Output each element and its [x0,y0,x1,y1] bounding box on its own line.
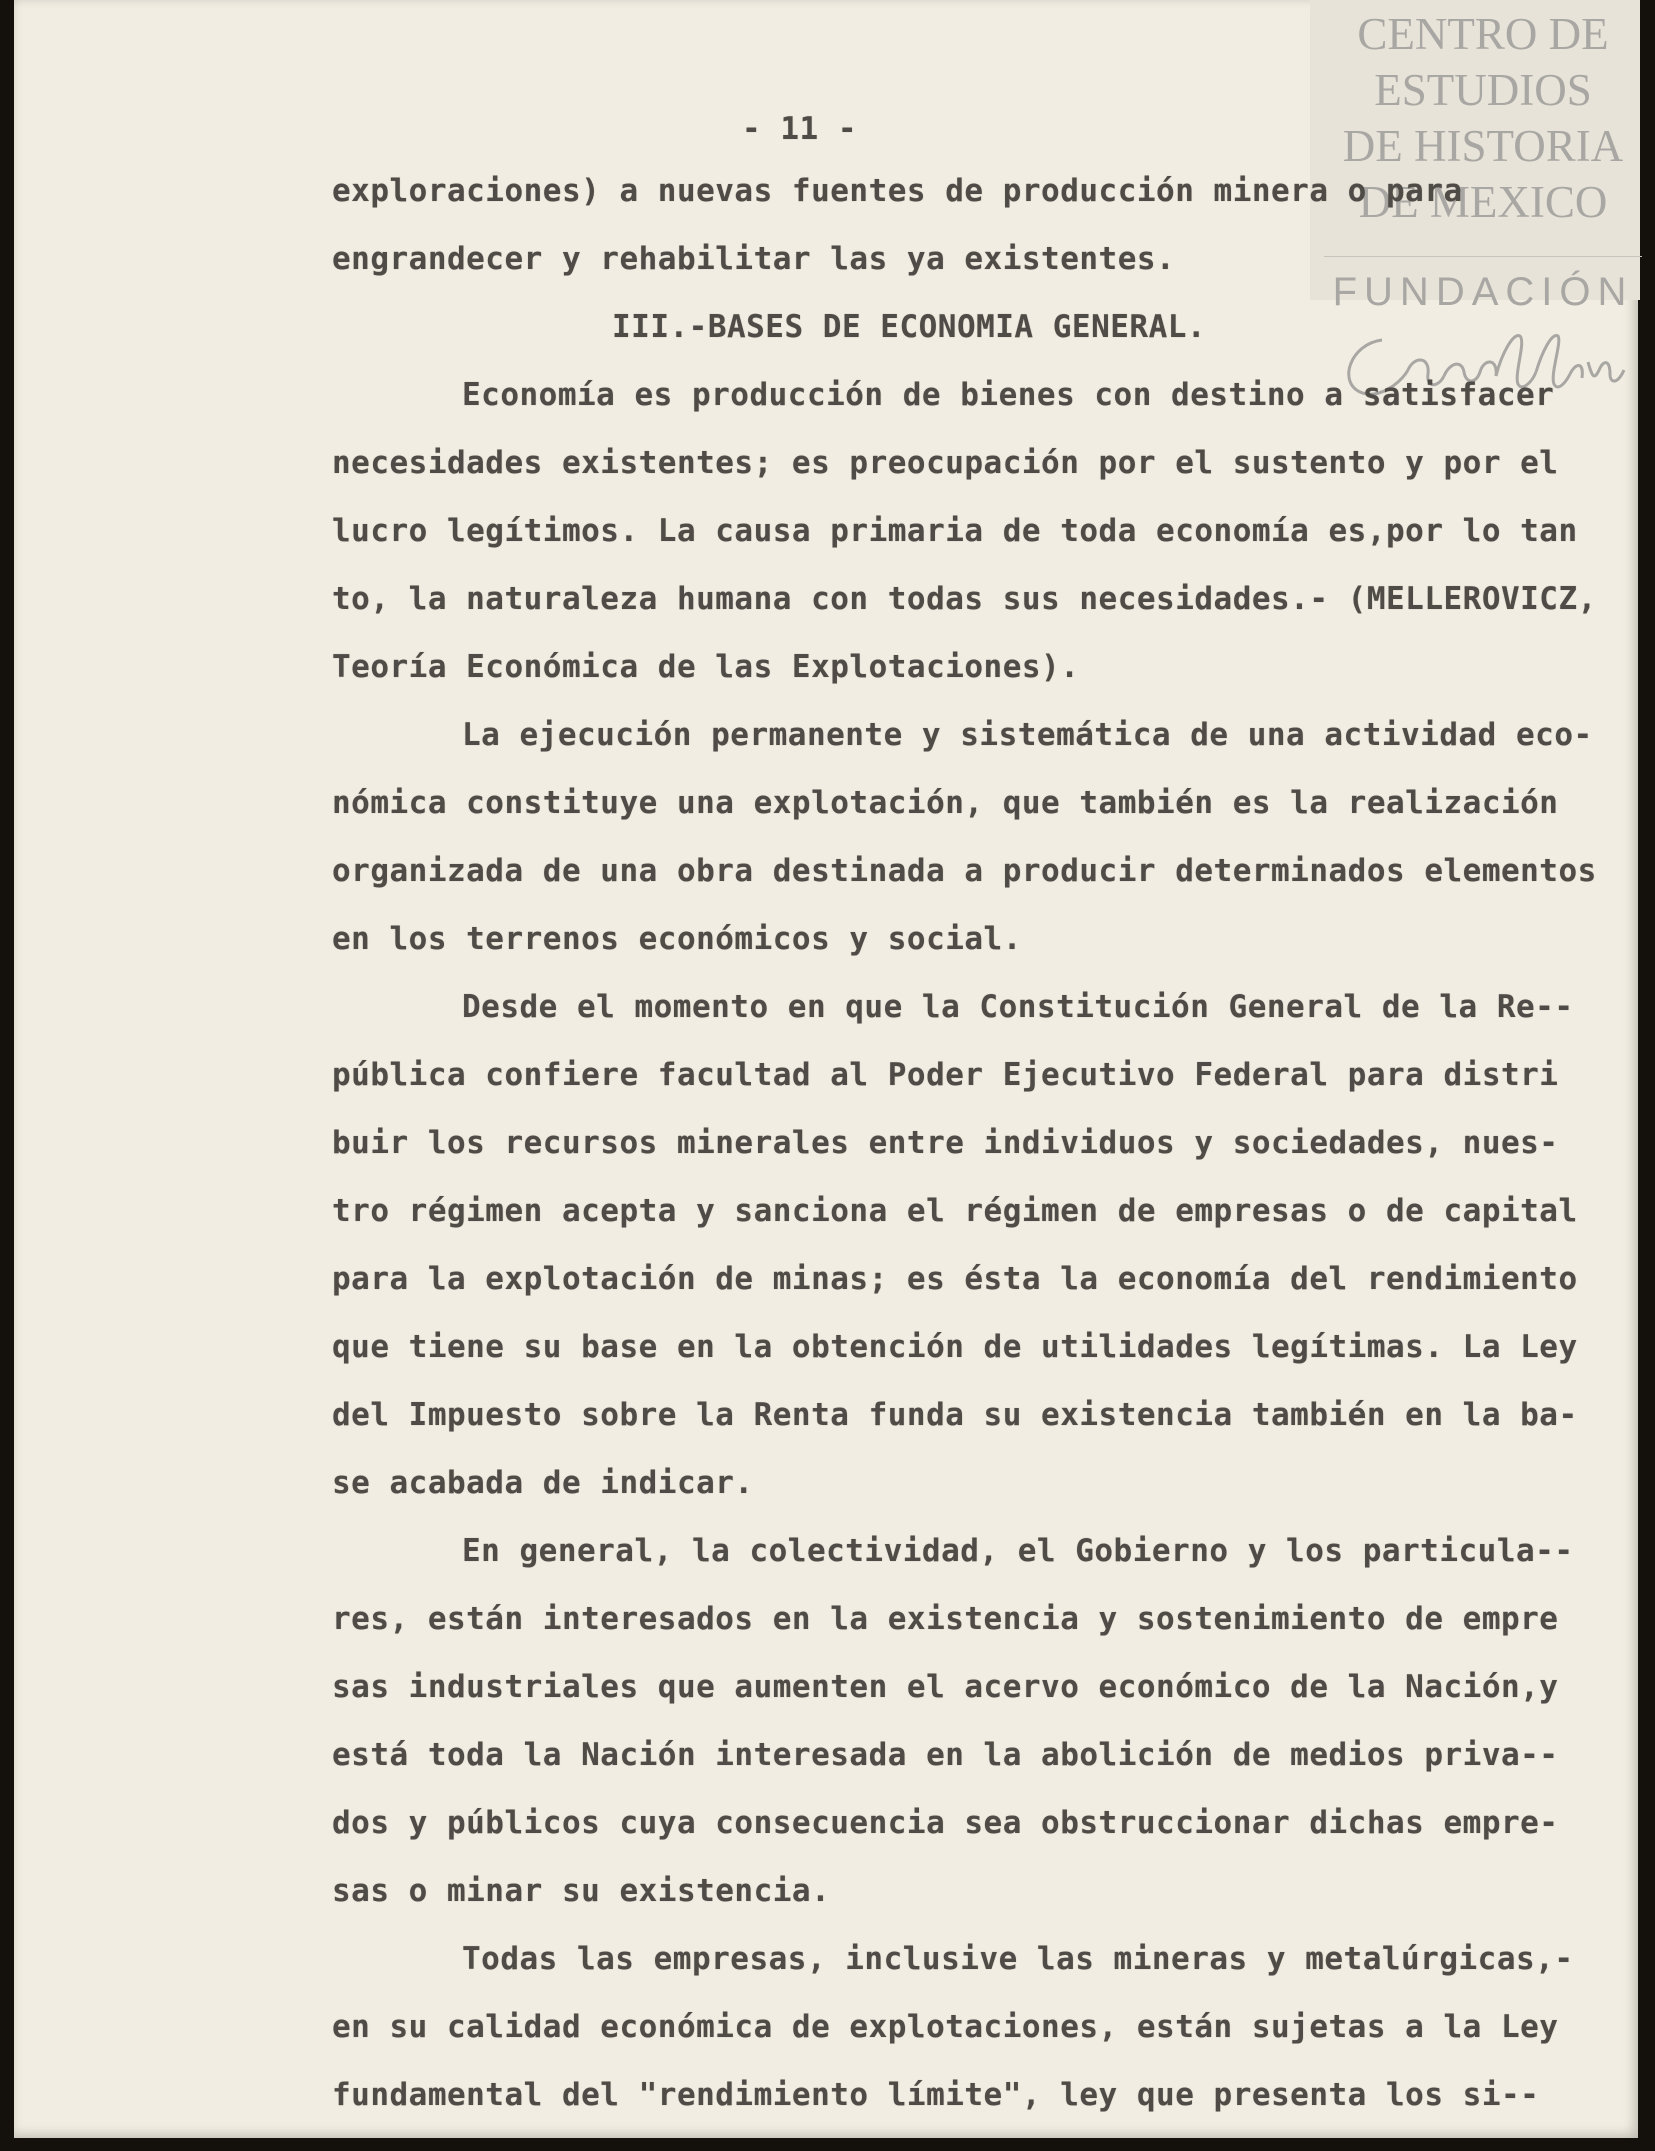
page-number: - 11 - [742,111,857,147]
watermark-line: ESTUDIOS [1374,65,1592,115]
text-line: exploraciones) a nuevas fuentes de producción minera o para [332,173,1463,209]
text-line: en los terrenos económicos y social. [332,921,1022,957]
text-line: se acabada de indicar. [332,1465,754,1501]
text-line: buir los recursos minerales entre individuos y sociedades, nues- [332,1125,1559,1161]
text-line: sas o minar su existencia. [332,1873,831,1909]
text-line: nómica constituye una explotación, que también es la realización [332,785,1559,821]
watermark-line: DE HISTORIA [1342,121,1624,171]
text-line: necesidades existentes; es preocupación por el sustento y por el [332,445,1559,481]
text-line: del Impuesto sobre la Renta funda su existencia también en la ba- [332,1397,1578,1433]
text-line: Teoría Económica de las Explotaciones). [332,649,1080,685]
text-line: engrandecer y rehabilitar las ya existentes. [332,241,1176,277]
text-line: res, están interesados en la existencia y sostenimiento de empre [332,1601,1559,1637]
text-line: to, la naturaleza humana con todas sus necesidades.- (MELLEROVICZ, [332,581,1597,617]
text-line: está toda la Nación interesada en la abolición de medios priva-- [332,1737,1559,1773]
text-line: sas industriales que aumenten el acervo económico de la Nación,y [332,1669,1559,1705]
watermark-line: CENTRO DE [1357,9,1609,59]
text-line: que tiene su base en la obtención de utilidades legítimas. La Ley [332,1329,1578,1365]
document-body [332,95,1642,2129]
text-line: Todas las empresas, inclusive las mineras y metalúrgicas,- [462,1941,1574,1977]
text-line: pública confiere facultad al Poder Ejecutivo Federal para distri [332,1057,1559,1093]
text-line: dos y públicos cuya consecuencia sea obstruccionar dichas empre- [332,1805,1559,1841]
text-line: para la explotación de minas; es ésta la economía del rendimiento [332,1261,1578,1297]
text-line: Economía es producción de bienes con destino a satisfacer [462,377,1555,413]
text-line: tro régimen acepta y sanciona el régimen de empresas o de capital [332,1193,1578,1229]
text-line: lucro legítimos. La causa primaria de toda economía es,por lo tan [332,513,1578,549]
text-line: Desde el momento en que la Constitución General de la Re-- [462,989,1574,1025]
text-line: fundamental del "rendimiento límite", ley que presenta los si-- [332,2077,1540,2113]
watermark-foundation: FUNDACIÓN [1332,270,1634,314]
text-line: en su calidad económica de explotaciones, están sujetas a la Ley [332,2009,1559,2045]
section-heading: III.-BASES DE ECONOMIA GENERAL. [612,309,1207,345]
text-line: organizada de una obra destinada a producir determinados elementos [332,853,1597,889]
text-line: En general, la colectividad, el Gobierno y los particula-- [462,1533,1574,1569]
text-line: La ejecución permanente y sistemática de una actividad eco- [462,717,1593,753]
watermark-line: DE MEXICO [1358,177,1608,227]
